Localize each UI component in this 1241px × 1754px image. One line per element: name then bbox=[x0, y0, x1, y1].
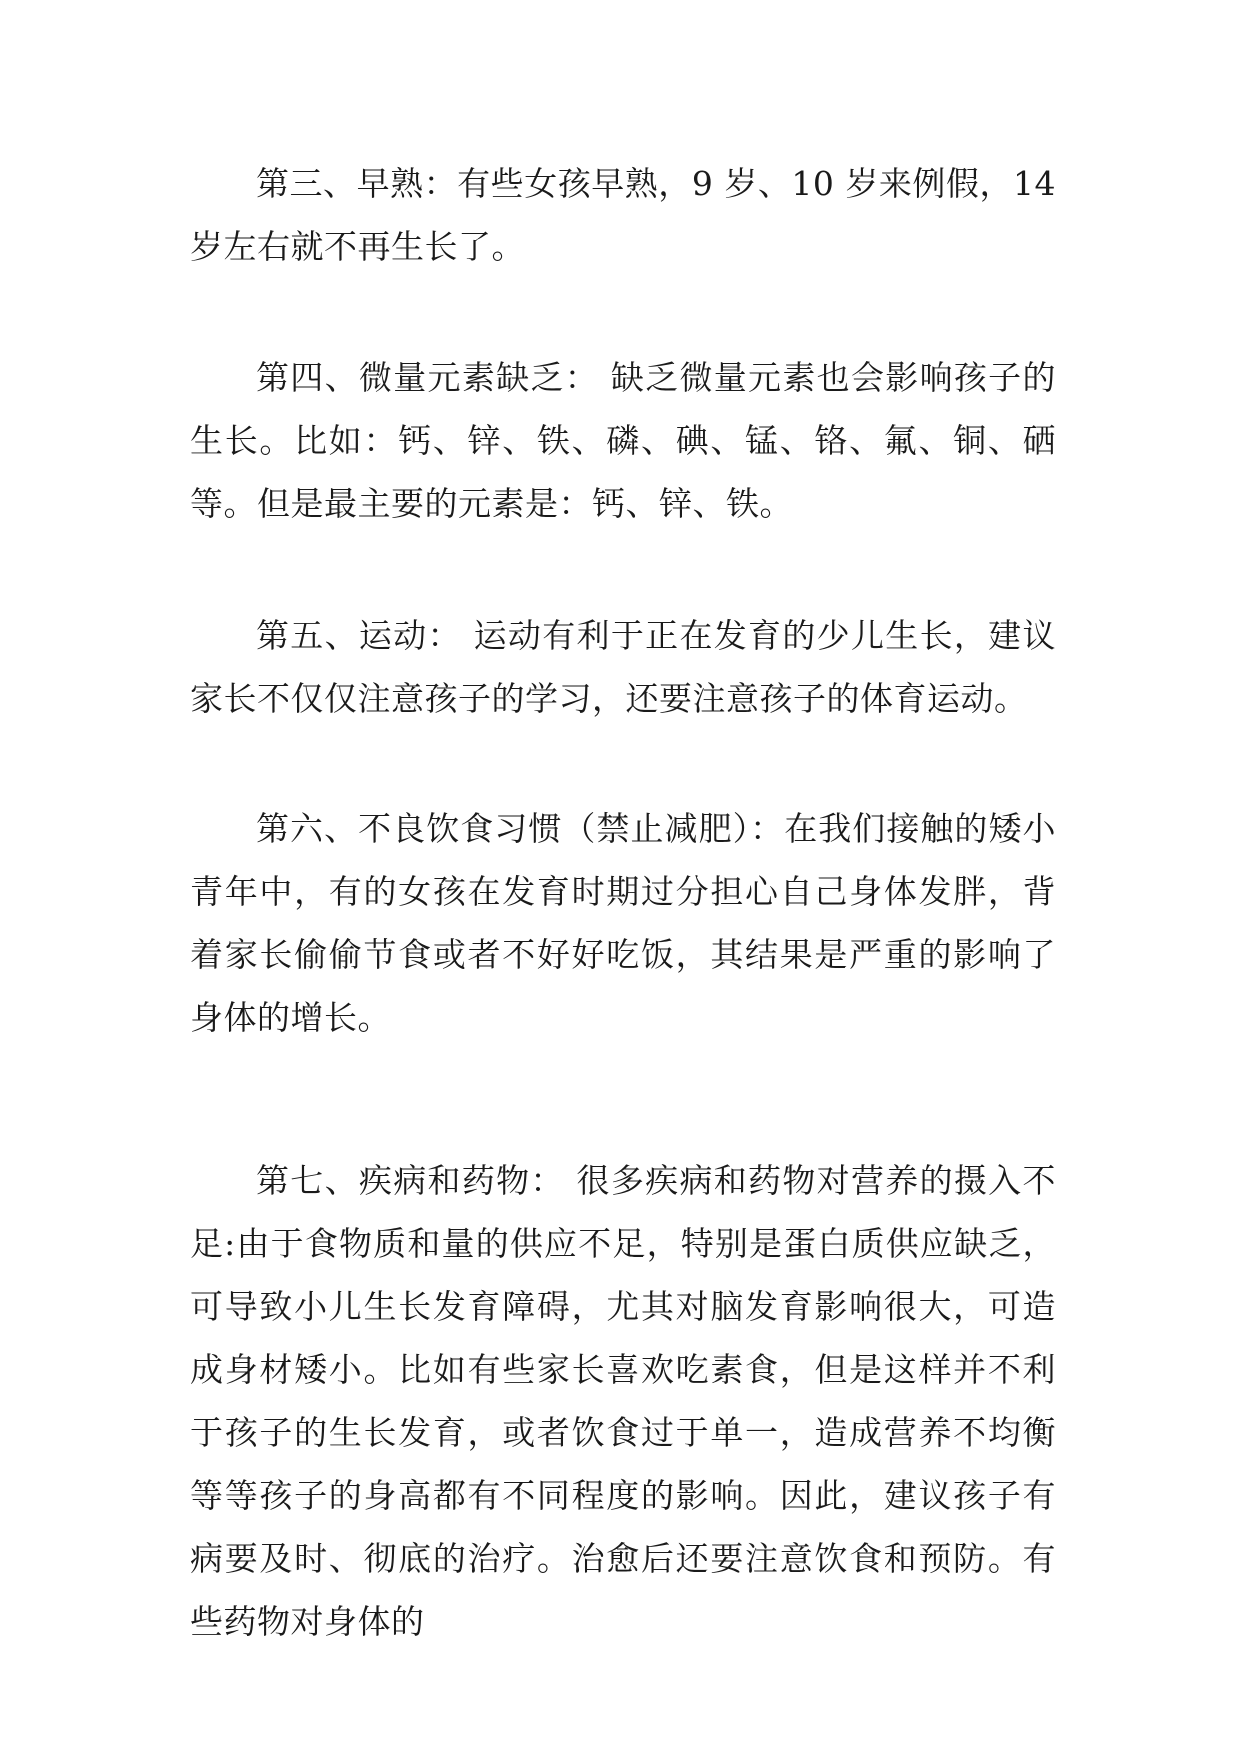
paragraph-trace-elements: 第四、微量元素缺乏： 缺乏微量元素也会影响孩子的生长。比如：钙、锌、铁、磷、碘、锰、铬、氟、铜、硒等。但是最主要的元素是：钙、锌、铁。 bbox=[190, 358, 1056, 523]
paragraph-exercise: 第五、运动： 运动有利于正在发育的少儿生长，建议家长不仅仅注意孩子的学习，还要注意孩子的体育运动。 bbox=[190, 616, 1056, 718]
paragraph-disease-and-medicine: 第七、疾病和药物： 很多疾病和药物对营养的摄入不足:由于食物质和量的供应不足，特别是蛋白质供应缺乏，可导致小儿生长发育障碍，尤其对脑发育影响很大，可造成身材矮小。比如有些家长喜欢吃素食，但是这样并不利于孩子的生长发育，或者饮食过于单一，造成营养不均衡等等孩子的身高都有不同程度的影响。因此，建议孩子有病要及时、彻底的治疗。治愈后还要注意饮食和预防。有些药物对身体的 bbox=[190, 1161, 1056, 1641]
paragraph-eating-habits: 第六、不良饮食习惯（禁止减肥）：在我们接触的矮小青年中，有的女孩在发育时期过分担心自己身体发胖，背着家长偷偷节食或者不好好吃饭，其结果是严重的影响了身体的增长。 bbox=[190, 809, 1056, 1037]
paragraph-precocious-puberty: 第三、早熟：有些女孩早熟，9 岁、10 岁来例假，14 岁左右就不再生长了。 bbox=[190, 164, 1056, 266]
